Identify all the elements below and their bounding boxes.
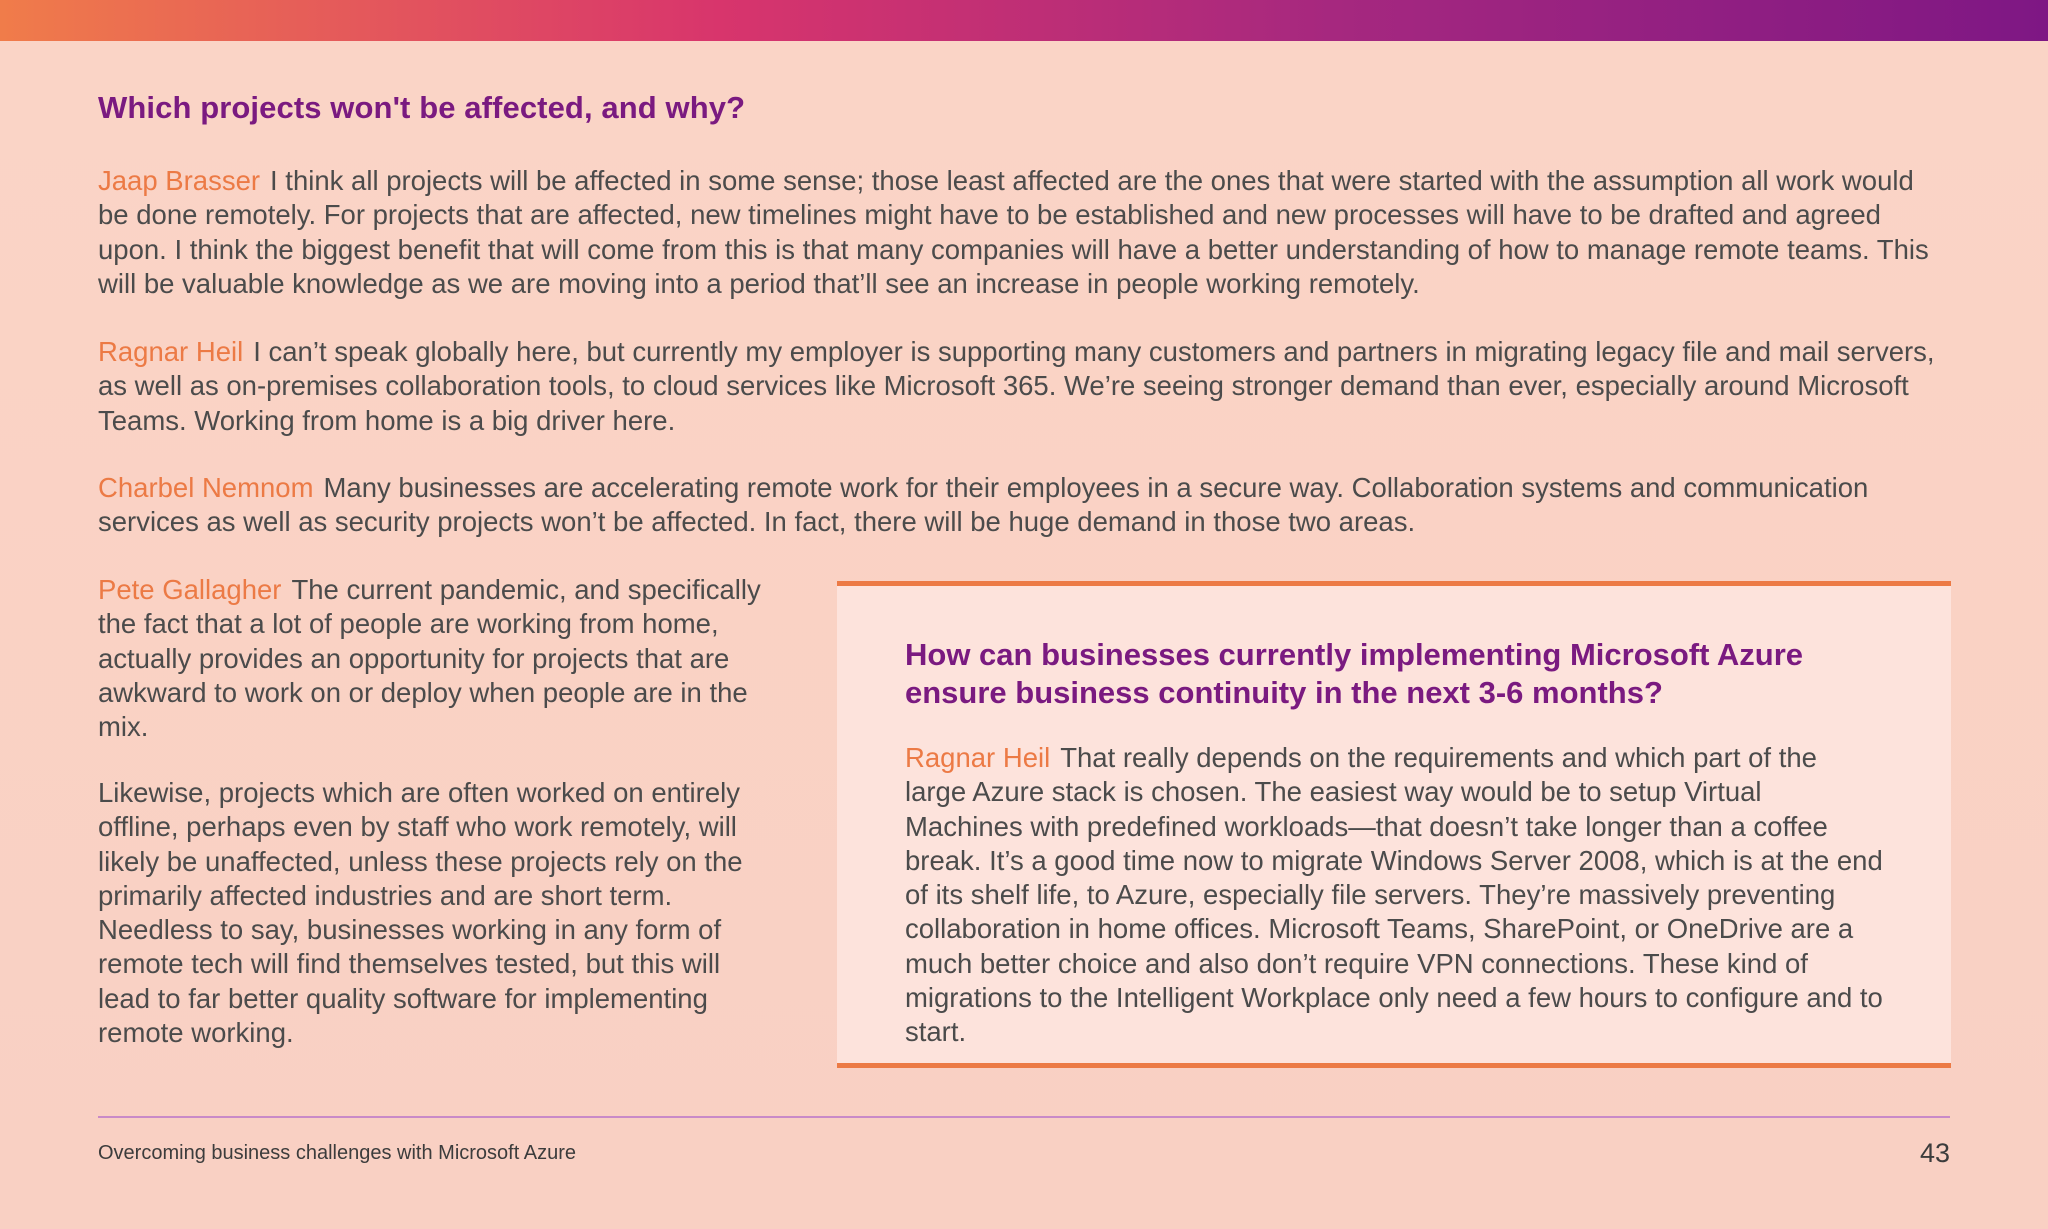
answer-text: I think all projects will be affected in some sense; those least affected are the ones that were started with the assumption all work would be done remotely. For projects that are affected, new timelines might have to be established and new processes will have to be drafted and agreed upon. I think the biggest benefit that will come from this is that many companies will have a better understanding of how to manage remote teams. This will be valuable knowledge as we are moving into a period that’ll see an increase in people working remotely. xyxy=(98,165,1929,299)
callout-title: How can businesses currently implementing Microsoft Azure ensure business continuity in the next 3-6 months? xyxy=(905,637,1804,710)
speaker-name: Ragnar Heil xyxy=(98,336,244,367)
answer-text: That really depends on the requirements and which part of the large Azure stack is chosen. The easiest way would be to setup Virtual Machines with predefined workloads—that doesn’t take longer than a coffee break. It’s a good time now to migrate Windows Server 2008, which is at the end of its shelf life, to Azure, especially file servers. They’re massively preventing collaboration in home offices. Microsoft Teams, SharePoint, or OneDrive are a much better choice and also don’t require VPN connections. These kind of migrations to the Intelligent Workplace only need a few hours to configure and to start. xyxy=(905,742,1883,1048)
section-title: Which projects won't be affected, and why? xyxy=(98,90,746,125)
answer-text: I can’t speak globally here, but currently my employer is supporting many customers and partners in migrating legacy file and mail servers, as well as on-premises collaboration tools, to cloud services like Microsoft 365. We’re seeing stronger demand than ever, especially around Microsoft Teams. Working from home is a big driver here. xyxy=(98,336,1935,436)
page-number: 43 xyxy=(1919,1138,1950,1168)
speaker-name: Pete Gallagher xyxy=(98,574,282,605)
answer-pete-gallagher-continued: Likewise, projects which are often worked on entirely offline, perhaps even by staff who work remotely, will likely be unaffected, unless these projects rely on the primarily affected industries and are short term. Needless to say, businesses working in any form of remote tech will find themselves tested, but this will lead to far better quality software for implementing remote working. xyxy=(98,777,743,1049)
callout-box xyxy=(837,581,1951,1068)
answer-pete-gallagher xyxy=(98,573,778,744)
answer-text: The current pandemic, and specifically the fact that a lot of people are working from home, actually provides an opportunity for projects that are awkward to work on or deploy when people are in the mix. xyxy=(98,574,761,743)
answer-charbel-nemnom xyxy=(98,471,1950,540)
top-gradient-bar xyxy=(0,0,2048,41)
answer-text: Many businesses are accelerating remote work for their employees in a secure way. Collaboration systems and communication services as well as security projects won’t be affected. In fact, there will be huge demand in those two areas. xyxy=(98,472,1869,538)
answer-ragnar-heil xyxy=(98,335,1950,438)
footer-divider xyxy=(98,1116,1950,1118)
footer-title: Overcoming business challenges with Microsoft Azure xyxy=(98,1142,576,1164)
speaker-name: Jaap Brasser xyxy=(98,165,261,196)
answer-jaap-brasser xyxy=(98,164,1950,301)
speaker-name: Charbel Nemnom xyxy=(98,472,314,503)
callout-answer xyxy=(905,741,1885,1050)
speaker-name: Ragnar Heil xyxy=(905,742,1051,773)
